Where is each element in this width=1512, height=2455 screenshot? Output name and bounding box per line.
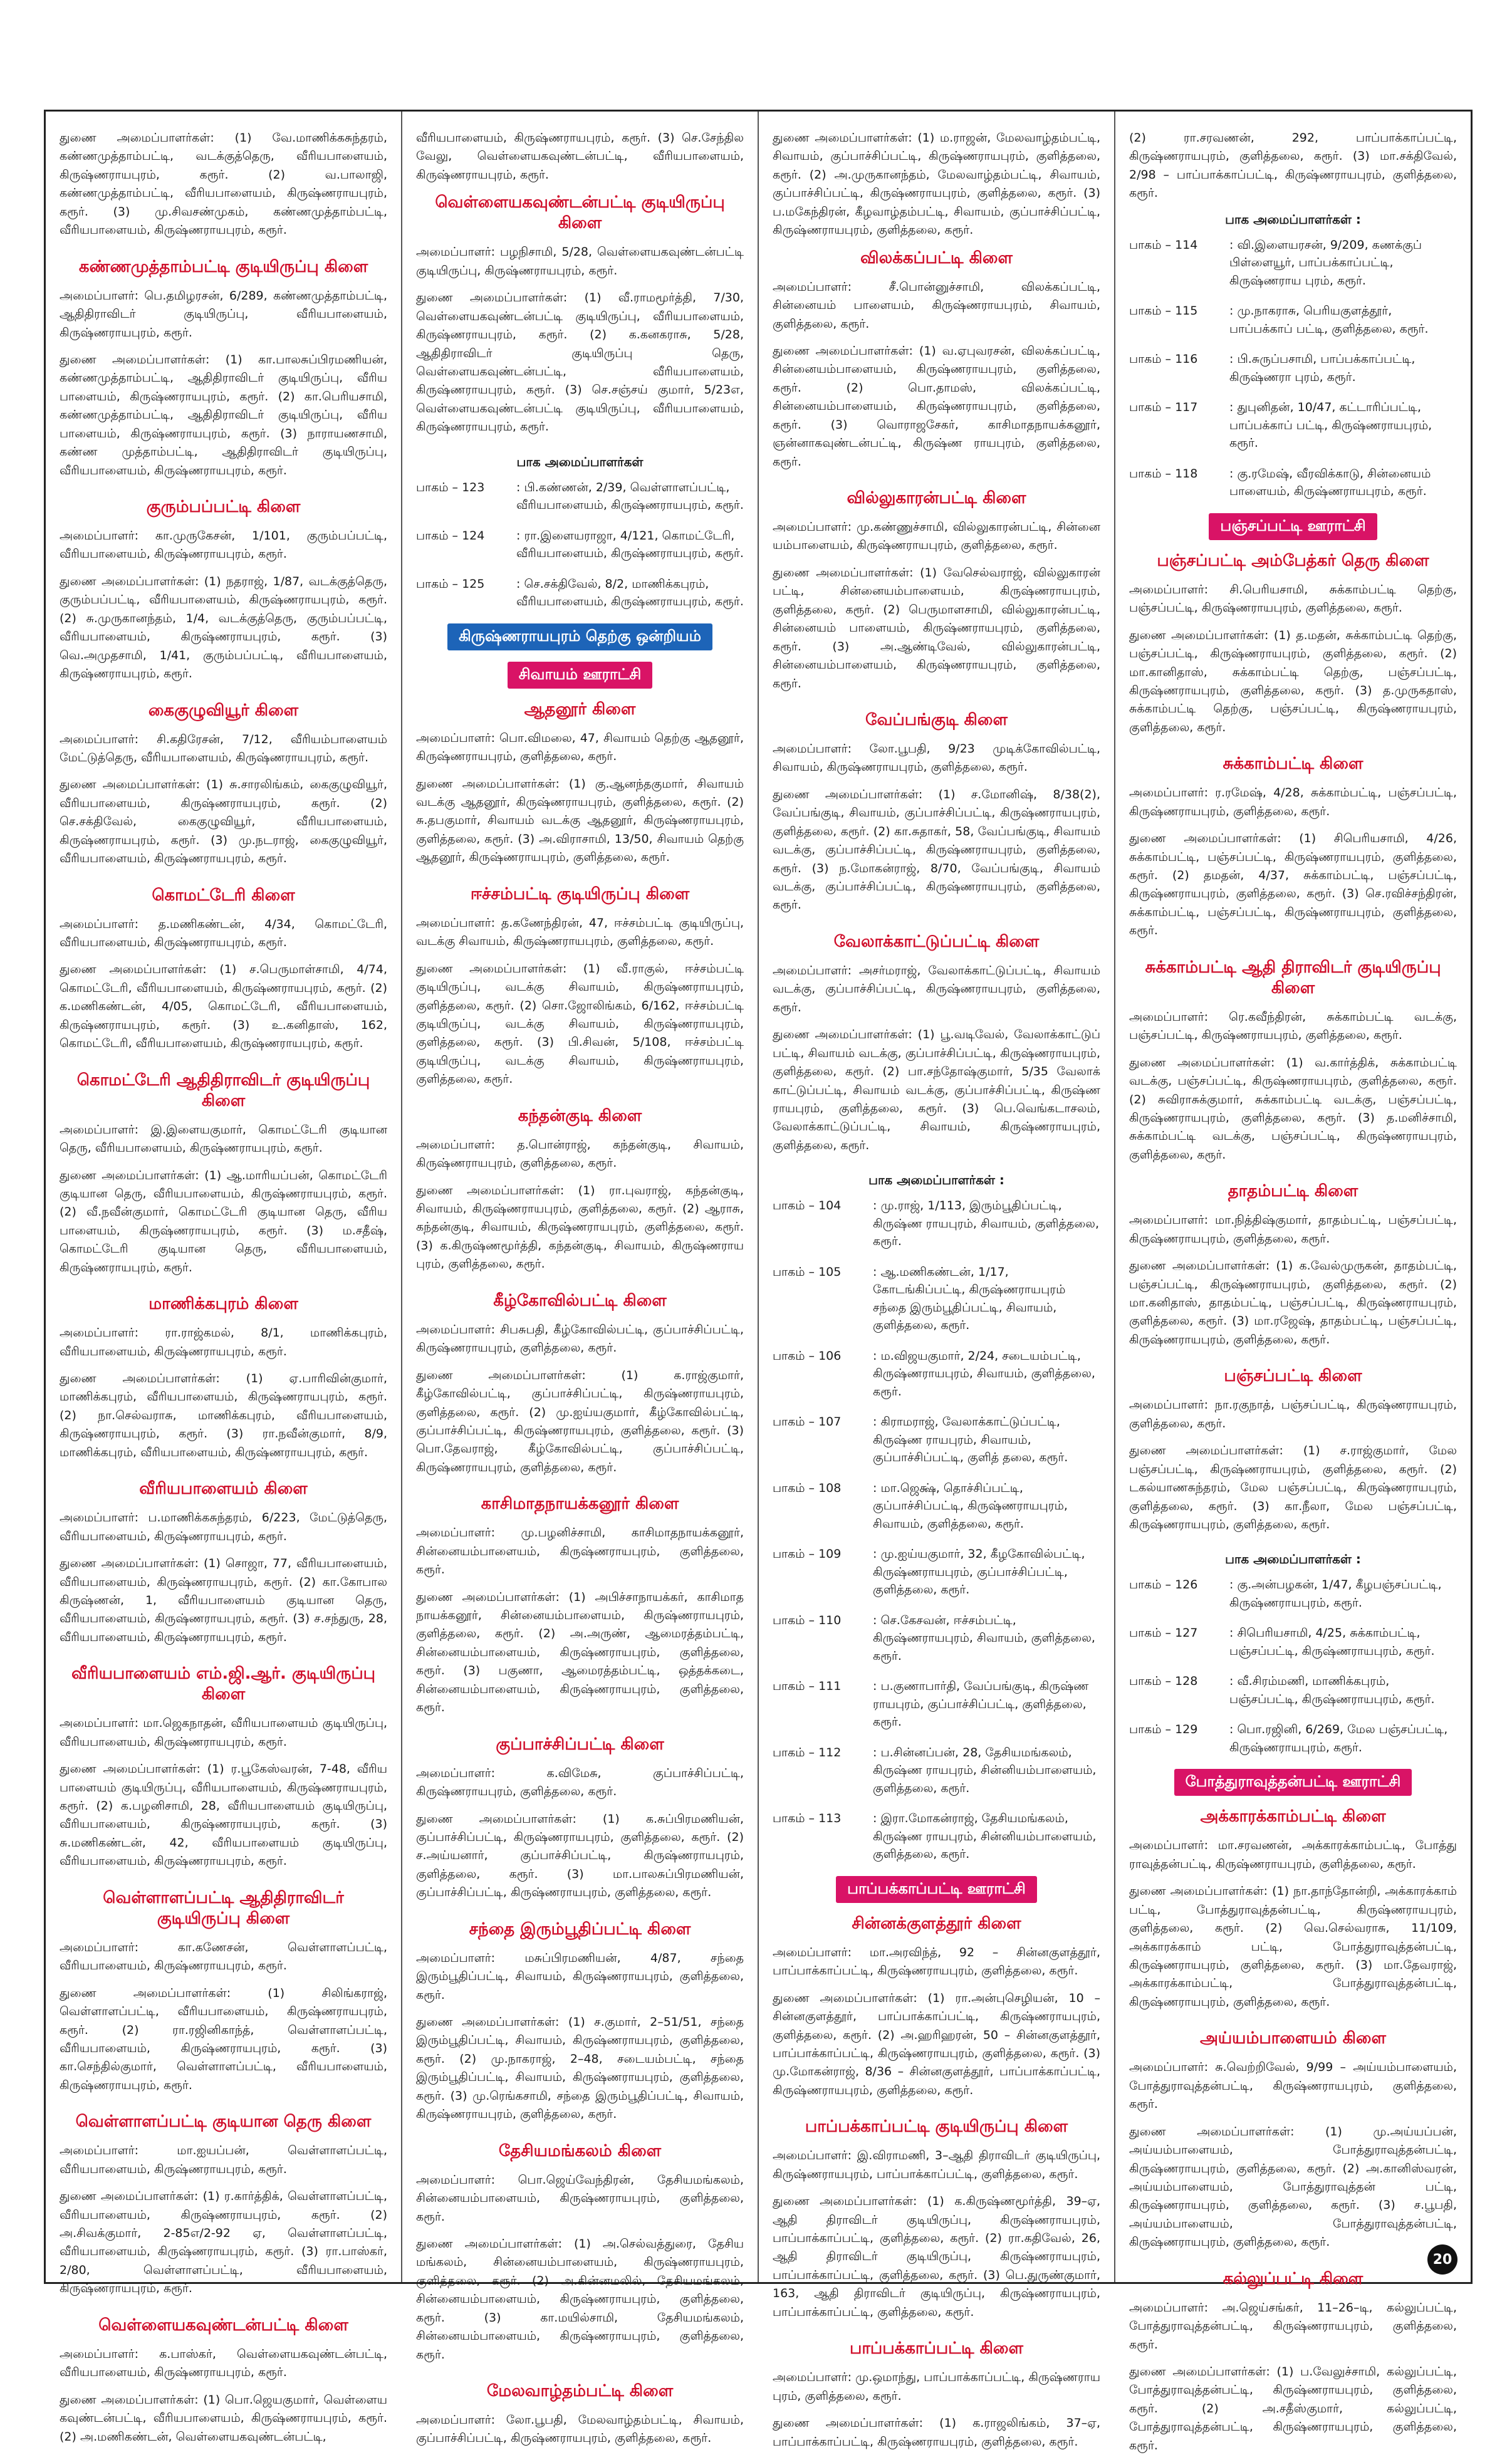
branch-section — [416, 193, 744, 436]
organizer-text: அமைப்பாளர்: லோ.பூபதி, 9/23 முடிக்கோவில்பட்டி, சிவாயம், கிருஷ்ணராயபுரம், குளித்தலை, கரூர். — [773, 741, 1100, 774]
deputy-organizers-text: துணை அமைப்பாளர்கள்: (1) பூ.வடிவேல், வேலாக்காட்டுப் பட்டி, சிவாயம் வடக்கு, குப்பாச்சிப்பட்டி, கிருஷ்ணராயபுரம், குளித்தலை, கரூர். (2) பா.சந்தோஷ்குமார், 5/35 வேலாக் காட்டுப்பட்டி, சிவாயம் வடக்கு, குப்பாச்சிப்பட்டி, கிருஷ்ண ராயபுரம், குளித்தலை, கரூர். (3) பெ.வெங்கடாசலம், வேலாக்காட்டுப்பட்டி, சிவாயம், கிருஷ்ணராயபுரம், குளித்தலை, கரூர். — [773, 1028, 1100, 1152]
ward-organizer-row — [1129, 1721, 1457, 1756]
deputy-organizers-text: துணை அமைப்பாளர்கள்: (1) க.ராஜ்குமார், கீழ்கோவில்பட்டி, குப்பாச்சிப்பட்டி, கிருஷ்ணராயபுரம், குளித்தலை, கரூர். (2) மு.ஐய்யகுமார், கீழ்கோவில்பட்டி, குப்பாச்சிப்பட்டி, கிருஷ்ணராயபுரம், குளித்தலை, கரூர். (3) பொ.தேவராஜ், கீழ்கோவில்பட்டி, குப்பாச்சிப்பட்டி, கிருஷ்ணராயபுரம், குளித்தலை, கரூர். — [416, 1368, 744, 1474]
branch-title: விலக்கப்பட்டி கிளை — [860, 248, 1013, 268]
ward-organizer-name: : மு.நாகராசு, பெரியகுளத்தூர், பாப்பக்காப் பட்டி, குளித்தலை, கரூர். — [1229, 304, 1429, 336]
branch-title: வில்லுகாரன்பட்டி கிளை — [847, 489, 1026, 508]
organizer-text: அமைப்பாளர்: சிபசுபதி, கீழ்கோவில்பட்டி, குப்பாச்சிப்பட்டி, கிருஷ்ணராயபுரம், குளித்தலை, கரூர். — [416, 1322, 744, 1355]
deputy-organizers-text: துணை அமைப்பாளர்கள்: (1) பொ.ஜெயகுமார், வெள்ளைய கவுண்டன்பட்டி, வீரியபாளையம், கிருஷ்ணராயபுரம், கரூர். (2) அ.மணிகண்டன், வெள்ளையகவுண்டன்பட்டி, — [60, 2392, 387, 2444]
ward-organizer-name: : துபுனிதன், 10/47, கட்டாரிப்பட்டி, பாப்பக்காப் பட்டி, கிருஷ்ணராயபுரம், கரூர். — [1229, 400, 1432, 451]
deputy-organizers-text: துணை அமைப்பாளர்கள்: (1) சு.சாரலிங்கம், கைகுழுவியூர், வீரியபாளையம், கிருஷ்ணராயபுரம், கரூர். (2) செ.சக்திவேல், கைகுழுவியூர், வீரியபாளையம், கிருஷ்ணராயபுரம், கரூர். (3) மு.நடராஜ், கைகுழுவியூர், வீரியபாளையம், கிருஷ்ணராயபுரம், கரூர். — [60, 778, 387, 866]
ward-number: பாகம் – 110 — [773, 1613, 842, 1627]
deputy-organizers-text: துணை அமைப்பாளர்கள்: (1) ஏ.பாரிவின்குமார், மாணிக்கபுரம், வீரியபாளையம், கிருஷ்ணராயபுரம், கரூர். (2) நா.செல்வராசு, மாணிக்கபுரம், வீரியபாளையம், கிருஷ்ணராயபுரம், கரூர். (3) ரா.நவீன்குமார், 8/9, மாணிக்கபுரம், வீரியபாளையம், கிருஷ்ணராயபுரம், கரூர். — [60, 1372, 387, 1459]
panchayat-badge: சிவாயம் ஊராட்சி — [508, 662, 653, 689]
ward-organizer-row — [1129, 1576, 1457, 1612]
branch-section — [60, 498, 387, 684]
ward-organizer-name: : பொ.ரஜினி, 6/269, மேல பஞ்சப்பட்டி, கிருஷ்ணராயபுரம், கரூர். — [1229, 1723, 1448, 1754]
deputy-organizers-text: துணை அமைப்பாளர்கள்: (1) வ.கார்த்திக், சுக்காம்பட்டி வடக்கு, பஞ்சப்பட்டி, கிருஷ்ணராயபுரம், குளித்தலை, கரூர். (2) சுவிராசுக்குமார், சுக்காம்பட்டி வடக்கு, பஞ்சப்பட்டி, கிருஷ்ணராயபுரம், குளித்தலை, கரூர். (3) த.மனிச்சாமி, சுக்காம்பட்டி வடக்கு, பஞ்சப்பட்டி, கிருஷ்ணராயபுரம், குளித்தலை, கரூர். — [1129, 1055, 1457, 1162]
ward-organizer-name: : செ.கேசவன், ஈச்சம்பட்டி, கிருஷ்ணராயபுரம், சிவாயம், குளித்தலை, கரூர். — [873, 1613, 1095, 1663]
branch-section — [1129, 1807, 1457, 2011]
branch-title: வேலாக்காட்டுப்பட்டி கிளை — [833, 932, 1040, 951]
organizer-text: அமைப்பாளர்: க.விமேசு, குப்பாச்சிப்பட்டி, கிருஷ்ணராயபுரம், குளித்தலை, கரூர். — [416, 1766, 744, 1799]
deputy-organizers-text: துணை அமைப்பாளர்கள்: (1) ச.மோனிஷ், 8/38(2), வேப்பங்குடி, சிவாயம், குப்பாச்சிப்பட்டி, கிருஷ்ணராயபுரம், குளித்தலை, கரூர். (2) கா.சுதாகர், 58, வேப்பங்குடி, சிவாயம் வடக்கு, குப்பாச்சிப்பட்டி, கிருஷ்ணராயபுரம், குளித்தலை, கரூர். (3) ந.மோகன்ராஜ், 8/70, வேப்பங்குடி, சிவாயம் வடக்கு, குப்பாச்சிப்பட்டி, கிருஷ்ணராயபுரம், குளித்தலை, கரூர். — [773, 787, 1100, 912]
ward-organizer-row — [773, 1545, 1100, 1599]
ward-organizer-name: : செ.சக்திவேல், 8/2, மாணிக்கபுரம், வீரியபாளையம், கிருஷ்ணராயபுரம், கரூர். — [516, 576, 744, 609]
branch-title: பஞ்சப்பட்டி கிளை — [1224, 1367, 1362, 1386]
branch-section — [60, 1295, 387, 1462]
ward-organizer-name: : ப.குணாபார்தி, வேப்பங்குடி, கிருஷ்ண ராயபுரம், குப்பாச்சிப்பட்டி, குளித்தலை, கரூர். — [873, 1679, 1089, 1729]
deputy-organizers-text: துணை அமைப்பாளர்கள்: (1) ச.பெருமாள்சாமி, 4/74, கொமட்டேரி, வீரியபாளையம், கிருஷ்ணராயபுரம், கரூர். (2) க.மணிகண்டன், 4/05, கொமட்டேரி, வீரியபாளையம், கிருஷ்ணராயபுரம், கரூர். (3) உ.கனிதாஸ், 162, கொமட்டேரி, வீரியபாளையம், கிருஷ்ணராயபுரம், கரூர். — [60, 962, 387, 1051]
branch-section — [416, 2382, 744, 2448]
ward-number: பாகம் – 118 — [1129, 466, 1198, 481]
branch-title: பாப்பக்காப்பட்டி கிளை — [850, 2339, 1023, 2359]
ward-organizer-name: : இரா.மோகன்ராஜ், தேசியமங்கலம், கிருஷ்ண ராயபுரம், சின்னியம்பாளையம், குளித்தலை, கரூர். — [873, 1811, 1097, 1862]
ward-organizers-heading: பாக அமைப்பாளர்கள் : — [868, 1172, 1004, 1188]
ward-organizer-name: : வீ.சிரம்மணி, மாணிக்கபுரம், பஞ்சப்பட்டி, கிருஷ்ணராயபுரம், கரூர். — [1229, 1674, 1435, 1706]
ward-organizer-name: : ம.விஜயகுமார், 2/24, சடையம்பட்டி, கிருஷ்ணராயபுரம், சிவாயம், குளித்தலை, கரூர். — [873, 1348, 1095, 1399]
section-banner — [416, 623, 744, 650]
branch-section — [416, 1107, 744, 1274]
organizer-text: அமைப்பாளர்: மசுப்பிரமணியன், 4/87, சந்தை இரும்பூதிப்பட்டி, சிவாயம், கிருஷ்ணராயபுரம், குளித்தலை, கரூர். — [416, 1951, 744, 2002]
section-banner — [1129, 1769, 1457, 1796]
organizer-text: அமைப்பாளர்: மா.ஐயப்பன், வெள்ளாளப்பட்டி, வீரியபாளையம், கிருஷ்ணராயபுரம், கரூர். — [60, 2144, 387, 2176]
branch-section — [416, 885, 744, 1089]
branch-section — [773, 932, 1100, 1155]
branch-title: கல்லுப்பட்டி கிளை — [1223, 2269, 1363, 2288]
deputy-organizers-text: துணை அமைப்பாளர்கள்: (1) ஆ.மாரியப்பன், கொமட்டேரி குடியான தெரு, வீரியபாளையம், கிருஷ்ணராயபுரம், கரூர். (2) வீ.நவீன்குமார், கொமட்டேரி குடியான தெரு, வீரிய பாளையம், கிருஷ்ணராயபுரம், கரூர். (3) ம.சதீஷ், கொமட்டேரி குடியான தெரு, வீரியபாளையம், கிருஷ்ணராயபுரம், கரூர். — [60, 1168, 387, 1274]
branch-title: வேப்பங்குடி கிளை — [865, 710, 1008, 729]
organizer-text: அமைப்பாளர்: நா.ரகுநாத், பஞ்சப்பட்டி, கிருஷ்ணராயபுரம், குளித்தலை, கரூர். — [1129, 1398, 1457, 1431]
branch-title: கந்தன்குடி கிளை — [518, 1106, 642, 1125]
branch-title: ஈச்சம்பட்டி குடியிருப்பு கிளை — [470, 884, 690, 904]
branch-section — [60, 886, 387, 1053]
branch-section — [60, 2112, 387, 2298]
ward-organizer-name: : கு.ரமேஷ், வீரவிக்காடு, சின்னையம் பாளையம், கிருஷ்ணராயபுரம், கரூர். — [1229, 466, 1431, 499]
branch-section — [1129, 2270, 1457, 2455]
branch-section — [416, 700, 744, 867]
deputy-organizers-text: துணை அமைப்பாளர்கள்: (1) வே.மாணிக்கசுந்தரம், கண்ணமுத்தாம்பட்டி, வடக்குத்தெரு, வீரியபாளையம், கிருஷ்ணராயபுரம், கரூர். (2) வ.பாலாஜி, கண்ணமுத்தாம்பட்டி, வீரியபாளையம், கிருஷ்ணராயபுரம், கரூர். (3) மு.சிவசண்முகம், கண்ணமுத்தாம்பட்டி, வீரியபாளையம், கிருஷ்ணராயபுரம், கரூர். — [60, 131, 387, 237]
ward-organizer-name: : மா.ஜெக்ஷ், தொச்சிப்பட்டி, குப்பாச்சிப்பட்டி, கிருஷ்ணராயபுரம், சிவாயம், குளித்தலை, கரூர். — [873, 1481, 1068, 1531]
branch-section — [773, 1914, 1100, 2100]
branch-section — [773, 249, 1100, 471]
ward-number: பாகம் – 114 — [1129, 237, 1198, 252]
deputy-organizers-text: துணை அமைப்பாளர்கள்: (1) ச.ராஜ்குமார், மேல பஞ்சப்பட்டி, கிருஷ்ணராயபுரம், குளித்தலை, கரூர். (2) டகல்யாணசுந்தரம், மேல பஞ்சப்பட்டி, கிருஷ்ணராயபுரம், குளித்தலை, கரூர். (3) கா.நீலா, மேல பஞ்சப்பட்டி, கிருஷ்ணராயபுரம், குளித்தலை, கரூர். — [1129, 1444, 1457, 1531]
organizer-text: அமைப்பாளர்: ர.ரமேஷ், 4/28, சுக்காம்பட்டி, பஞ்சப்பட்டி, கிருஷ்ணராயபுரம், குளித்தலை, கரூர். — [1129, 786, 1457, 818]
deputy-organizers-text: துணை அமைப்பாளர்கள்: (1) க.வேல்முருகன், தாதம்பட்டி, பஞ்சப்பட்டி, கிருஷ்ணராயபுரம், குளித்தலை, கரூர். (2) மா.கனிதாஸ், தாதம்பட்டி, பஞ்சப்பட்டி, கிருஷ்ணராயபுரம், குளித்தலை, கரூர். (3) மா.ரஜேஷ், தாதம்பட்டி, பஞ்சப்பட்டி, கிருஷ்ணராயபுரம், குளித்தலை, கரூர். — [1129, 1259, 1457, 1347]
panchayat-badge: கிருஷ்ணராயபுரம் தெற்கு ஒன்றியம் — [447, 623, 712, 650]
organizer-text: அமைப்பாளர்: ரா.ராஜ்கமல், 8/1, மாணிக்கபுரம், வீரியபாளையம், கிருஷ்ணராயபுரம், கரூர். — [60, 1326, 387, 1358]
branch-title: காசிமாதநாயக்கனூர் கிளை — [481, 1494, 679, 1514]
branch-title: வீரியபாளையம் எம்.ஜி.ஆர். குடியிருப்பு கிளை — [71, 1664, 376, 1704]
branch-section — [416, 1291, 744, 1478]
organizer-text: அமைப்பாளர்: மா.அரவிந்த், 92 – சின்னகுளத்தூர், பாப்பாக்காப்பட்டி, கிருஷ்ணராயபுரம், குளித்தலை, கரூர். — [773, 1945, 1100, 1978]
branch-title: சுக்காம்பட்டி கிளை — [1223, 754, 1363, 774]
branch-section — [60, 701, 387, 868]
section-banner — [773, 1876, 1100, 1903]
deputy-organizers-text: துணை அமைப்பாளர்கள்: (1) ர.பூகேஸ்வரன், 7-48, வீரிய பாளையம் குடியிருப்பு, வீரியபாளையம், கிருஷ்ணராயபுரம், கரூர். (2) க.பழனிசாமி, 28, வீரியபாளையம் குடியிருப்பு, வீரியபாளையம், கிருஷ்ணராயபுரம், கரூர். (3) சு.மணிகண்டன், 42, வீரியபாளையம் குடியிருப்பு, வீரியபாளையம், கிருஷ்ணராயபுரம், கரூர். — [60, 1762, 387, 1869]
ward-organizer-name: : மு.ராஜ், 1/113, இரும்பூதிப்பட்டி, கிருஷ்ண ராயபுரம், சிவாயம், குளித்தலை, கரூர். — [873, 1199, 1099, 1249]
branch-section — [416, 2142, 744, 2364]
branch-section — [1129, 1182, 1457, 1349]
organizer-text: அமைப்பாளர்: சி.பெரியசாமி, சுக்காம்பட்டி தெற்கு, பஞ்சப்பட்டி, கிருஷ்ணராயபுரம், குளித்தலை, கரூர். — [1129, 582, 1457, 615]
deputy-organizers-text: துணை அமைப்பாளர்கள்: (1) மு.அய்யப்பன், அய்யம்பாளையம், போத்துராவுத்தன்பட்டி, கிருஷ்ணராயபுரம், குளித்தலை, கரூர். (2) அ.கானிஸ்வரன், அய்யம்பாளையம், போத்துராவுத்தன் பட்டி, கிருஷ்ணராயபுரம், குளித்தலை, கரூர். (3) ச.பூபதி, அய்யம்பாளையம், போத்துராவுத்தன்பட்டி, கிருஷ்ணராயபுரம், குளித்தலை, கரூர். — [1129, 2124, 1457, 2249]
branch-section — [60, 1664, 387, 1871]
organizer-text: அமைப்பாளர்: சி.கதிரேசன், 7/12, வீரியம்பாளையம் மேட்டுத்தெரு, வீரியபாளையம், கிருஷ்ணராயபுரம், கரூர். — [60, 732, 387, 764]
organizer-text: அமைப்பாளர்: மா.சரவணன், அக்காரக்காம்பட்டி, போத்து ராவுத்தன்பட்டி, கிருஷ்ணராயபுரம், குளித்தலை, கரூர். — [1129, 1838, 1457, 1871]
ward-organizer-row — [773, 1677, 1100, 1731]
organizer-text: அமைப்பாளர்: அ.ஜெய்சங்கர், 11–26–டி, கல்லுப்பட்டி, போத்துராவுத்தன்பட்டி, கிருஷ்ணராயபுரம், குளித்தலை, கரூர். — [1129, 2300, 1457, 2352]
panchayat-badge: பாப்பக்காப்பட்டி ஊராட்சி — [836, 1876, 1037, 1903]
ward-organizer-row — [773, 1413, 1100, 1467]
branch-title: மாணிக்கபுரம் கிளை — [149, 1295, 298, 1314]
ward-organizer-name: : பி.கண்ணன், 2/39, வெள்ளாளப்பட்டி, வீரியபாளையம், கிருஷ்ணராயபுரம், கரூர். — [516, 480, 744, 513]
ward-number: பாகம் – 105 — [773, 1264, 842, 1279]
branch-title: வெள்ளையகவுண்டன்பட்டி கிளை — [98, 2315, 348, 2335]
ward-number: பாகம் – 124 — [416, 528, 485, 543]
ward-number: பாகம் – 128 — [1129, 1674, 1198, 1689]
deputy-organizers-text: துணை அமைப்பாளர்கள்: (1) சிலிங்கராஜ், வெள்ளாளப்பட்டி, வீரியபாளையம், கிருஷ்ணராயபுரம், கரூர். (2) ரா.ரஜினிகாந்த், வெள்ளாளப்பட்டி, வீரியபாளையம், கிருஷ்ணராயபுரம், கரூர். (3) கா.செந்தில்குமார், வெள்ளாளப்பட்டி, வீரியபாளையம், கிருஷ்ணராயபுரம், கரூர். — [60, 1986, 387, 2092]
organizer-text: அமைப்பாளர்: இ.விராமணி, 3–ஆதி திராவிடர் குடியிருப்பு, கிருஷ்ணராயபுரம், பாப்பாக்காப்பட்டி, குளித்தலை, கரூர். — [773, 2149, 1100, 2181]
ward-organizer-name: : கிராமராஜ், வேலாக்காட்டுப்பட்டி, கிருஷ்ண ராயபுரம், சிவாயம், குப்பாச்சிப்பட்டி, குளித் தலை, கரூர். — [873, 1415, 1068, 1465]
organizer-text: அமைப்பாளர்: கா.முருகேசன், 1/101, குரும்பப்பட்டி, வீரியபாளையம், கிருஷ்ணராயபுரம், கரூர். — [60, 529, 387, 561]
branch-section — [60, 258, 387, 480]
ward-number: பாகம் – 123 — [416, 480, 485, 494]
ward-organizer-row — [773, 1612, 1100, 1665]
organizer-text: அமைப்பாளர்: த.கணேந்திரன், 47, ஈச்சம்பட்டி குடியிருப்பு, வடக்கு சிவாயம், கிருஷ்ணராயபுரம், குளித்தலை, கரூர். — [416, 915, 744, 949]
ward-organizer-row — [773, 1810, 1100, 1863]
organizer-text: அமைப்பாளர்: சு.வெற்றிவேல், 9/99 – அய்யம்பாளையம், போத்துராவுத்தன்பட்டி, கிருஷ்ணராயபுரம், குளித்தலை, கரூர். — [1129, 2060, 1457, 2112]
ward-organizer-row — [1129, 302, 1457, 338]
ward-organizers-heading: பாக அமைப்பாளர்கள் : — [1225, 1551, 1361, 1567]
branch-section — [60, 1071, 387, 1278]
branch-title: தேசியமங்கலம் கிளை — [498, 2141, 662, 2161]
organizer-text: அமைப்பாளர்: பெ.தமிழரசன், 6/289, கண்ணமுத்தாம்பட்டி, ஆதிதிராவிடர் குடியிருப்பு, வீரியபாளையம், கிருஷ்ணராயபுரம், கரூர். — [60, 288, 387, 340]
branch-title: வீரியபாளையம் கிளை — [139, 1479, 308, 1499]
deputy-organizers-text: துணை அமைப்பாளர்கள்: (1) வீ.ராமமூர்த்தி, 7/30, வெள்ளையகவுண்டன்பட்டி குடியிருப்பு, வீரியபாளையம், கிருஷ்ணராயபுரம், கரூர். (2) க.கனகராசு, 5/28, ஆதிதிராவிடர் குடியிருப்பு தெரு, வெள்ளையகவுண்டன்பட்டி, வீரியபாளையம், கிருஷ்ணராயபுரம், கரூர். (3) செ.சஞ்சய் குமார், 5/23எ, வெள்ளையகவுண்டன்பட்டி குடியிருப்பு, வீரியபாளையம், கிருஷ்ணராயபுரம், கரூர். — [416, 291, 744, 434]
organizer-text: அமைப்பாளர்: த.பொன்ராஜ், கந்தன்குடி, சிவாயம், கிருஷ்ணராயபுரம், குளித்தலை, கரூர். — [416, 1137, 744, 1170]
deputy-organizers-text: துணை அமைப்பாளர்கள்: (1) ரா.புவராஜ், கந்தன்குடி, சிவாயம், கிருஷ்ணராயபுரம், குளித்தலை, கரூர். (2) ஆராசு, கந்தன்குடி, சிவாயம், கிருஷ்ணராயபுரம், குளித்தலை, கரூர். (3) க.கிருஷ்ணமூர்த்தி, கந்தன்குடி, சிவாயம், கிருஷ்ணராய புரம், குளித்தலை, கரூர். — [416, 1183, 744, 1271]
organizer-text: அமைப்பாளர்: பழநிசாமி, 5/28, வெள்ளையகவுண்டன்பட்டி குடியிருப்பு, கிருஷ்ணராயபுரம், கரூர். — [416, 245, 744, 278]
ward-number: பாகம் – 113 — [773, 1811, 842, 1826]
ward-number: பாகம் – 106 — [773, 1348, 842, 1363]
deputy-organizers-text: துணை அமைப்பாளர்கள்: (1) நதராஜ், 1/87, வடக்குத்தெரு, குரும்பப்பட்டி, வீரியபாளையம், கிருஷ்ணராயபுரம், கரூர். (2) சு.முருகானந்தம், 1/4, வடக்குத்தெரு, குரும்பப்பட்டி, வீரியபாளையம், கிருஷ்ணராயபுரம், கரூர். (3) வெ.அமுதசாமி, 1/41, குரும்பப்பட்டி, வீரியபாளையம், கிருஷ்ணராயபுரம், கரூர். — [60, 574, 387, 681]
organizer-text: அமைப்பாளர்: மு.கண்ணுச்சாமி, வில்லுகாரன்பட்டி, சின்னை யம்பாளையம், கிருஷ்ணராயபுரம், குளித்தலை, கரூர். — [773, 520, 1100, 553]
deputy-organizers-text: துணை அமைப்பாளர்கள்: (1) சொஜா, 77, வீரியபாளையம், வீரியபாளையம், கிருஷ்ணராயபுரம், கரூர். (2) கா.கோபால கிருஷ்ணன், 1, வீரியபாளையம் குடியான தெரு, வீரியபாளையம், கிருஷ்ணராயபுரம், கரூர். (3) ச.சந்துரு, 28, வீரியபாளையம், கிருஷ்ணராயபுரம், கரூர். — [60, 1556, 387, 1644]
organizer-text: அமைப்பாளர்: க.பாஸ்கர், வெள்ளையகவுண்டன்பட்டி, வீரியபாளையம், கிருஷ்ணராயபுரம், கரூர். — [60, 2347, 387, 2380]
ward-number: பாகம் – 116 — [1129, 352, 1198, 367]
deputy-organizers-text: துணை அமைப்பாளர்கள்: (1) வீ.ராகுல், ஈச்சம்பட்டி குடியிருப்பு, வடக்கு சிவாயம், கிருஷ்ணராயபுரம், குளித்தலை, கரூர். (2) சொ.ஜோலிங்கம், 6/162, ஈச்சம்பட்டி குடியிருப்பு, வடக்கு சிவாயம், கிருஷ்ணராயபுரம், குளித்தலை, கரூர். (3) பி.சிவன், 5/108, ஈச்சம்பட்டி குடியிருப்பு, வடக்கு சிவாயம், கிருஷ்ணராயபுரம், குளித்தலை, கரூர். — [416, 961, 744, 1087]
organizer-text: அமைப்பாளர்: பொ.விமலை, 47, சிவாயம் தெற்கு ஆதனூர், கிருஷ்ணராயபுரம், குளித்தலை, கரூர். — [416, 731, 744, 764]
organizer-text: அமைப்பாளர்: அசர்மராஜ், வேலாக்காட்டுப்பட்டி, சிவாயம் வடக்கு, குப்பாச்சிப்பட்டி, கிருஷ்ணராயபுரம், குளித்தலை, கரூர். — [773, 963, 1100, 1014]
ward-number: பாகம் – 125 — [416, 576, 485, 591]
organizer-text: அமைப்பாளர்: மா.நித்திஷ்குமார், தாதம்பட்டி, பஞ்சப்பட்டி, கிருஷ்ணராயபுரம், குளித்தலை, கரூர். — [1129, 1213, 1457, 1246]
ward-organizer-row — [1129, 1672, 1457, 1708]
deputy-organizers-text: துணை அமைப்பாளர்கள்: (1) கு.ஆனந்தகுமார், சிவாயம் வடக்கு ஆதனூர், கிருஷ்ணராயபுரம், குளித்தலை, கரூர். (2) சு.தபகுமார், சிவாயம் வடக்கு ஆதனூர், கிருஷ்ணராயபுரம், குளித்தலை, கரூர். (3) அ.விராசாமி, 13/50, சிவாயம் தெற்கு ஆதனூர், கிருஷ்ணராயபுரம், குளித்தலை, கரூர். — [416, 776, 744, 865]
ward-number: பாகம் – 104 — [773, 1199, 842, 1213]
organizer-text: அமைப்பாளர்: பொ.ஜெய்வேந்திரன், தேசியமங்கலம், சின்னையம்பாளையம், கிருஷ்ணராயபுரம், குளித்தலை, கரூர். — [416, 2172, 744, 2224]
branch-title: சந்தை இரும்பூதிப்பட்டி கிளை — [469, 1919, 691, 1939]
organizer-text: அமைப்பாளர்: லோ.பூபதி, மேலவாழ்தம்பட்டி, சிவாயம், குப்பாச்சிப்பட்டி, கிருஷ்ணராயபுரம், குளித்தலை, கரூர். — [416, 2413, 744, 2446]
branch-section — [416, 1494, 744, 1717]
section-banner — [416, 662, 744, 689]
column-1 — [46, 112, 401, 2444]
newspaper-page — [44, 110, 1473, 2452]
column-2 — [401, 112, 758, 2446]
organizer-text: அமைப்பாளர்: மு.ஒமாந்து, பாப்பாக்காப்பட்டி, கிருஷ்ணராய புரம், குளித்தலை, கரூர். — [773, 2370, 1100, 2403]
branch-section — [1129, 2029, 1457, 2251]
ward-organizer-row — [1129, 1624, 1457, 1660]
ward-organizer-row — [1129, 399, 1457, 452]
ward-organizers-heading: பாக அமைப்பாளர்கள் — [516, 454, 644, 469]
branch-section — [60, 1889, 387, 2095]
panchayat-badge: பஞ்சப்பட்டி ஊராட்சி — [1209, 513, 1377, 540]
ward-organizer-row — [1129, 236, 1457, 290]
ward-organizer-row — [773, 1479, 1100, 1533]
ward-number: பாகம் – 111 — [773, 1679, 842, 1694]
ward-organizer-name: : ப.சின்னப்பன், 28, தேசியமங்கலம், கிருஷ்ண ராயபுரம், சின்னியம்பாளையம், குளித்தலை, கரூர். — [873, 1745, 1097, 1795]
branch-title: கைகுழுவியூர் கிளை — [148, 701, 299, 720]
branch-title: சுக்காம்பட்டி ஆதி திராவிடர் குடியிருப்பு கிளை — [1145, 957, 1441, 998]
branch-title: அக்காரக்காம்பட்டி கிளை — [1200, 1807, 1386, 1827]
branch-section — [773, 489, 1100, 693]
deputy-organizers-text: துணை அமைப்பாளர்கள்: (1) க.கிருஷ்ணமூர்த்தி, 39–ஏ, ஆதி திராவிடர் குடியிருப்பு, கிருஷ்ணராயபுரம், பாப்பாக்காப்பட்டி, குளித்தலை, கரூர். (2) ரா.கதிவேல், 26, ஆதி திராவிடர் குடியிருப்பு, கிருஷ்ணராயபுரம், பாப்பாக்காப்பட்டி, குளித்தலை, கரூர். (3) பெ.துருண்குமார், 163, ஆதி திராவிடர் குடியிருப்பு, கிருஷ்ணராயபுரம், பாப்பாக்காப்பட்டி, குளித்தலை, கரூர். — [773, 2194, 1100, 2319]
organizer-text: அமைப்பாளர்: த.மணிகண்டன், 4/34, கொமட்டேரி, வீரியபாளையம், கிருஷ்ணராயபுரம், கரூர். — [60, 917, 387, 949]
deputy-organizers-text: துணை அமைப்பாளர்கள்: (1) ர.கார்த்திக், வெள்ளாளப்பட்டி, வீரியபாளையம், கிருஷ்ணராயபுரம், கரூர். (2) அ.சிவக்குமார், 2-85எ/2-92 ஏ, வெள்ளாளப்பட்டி, வீரியபாளையம், கிருஷ்ணராயபுரம், கரூர். (3) ரா.பாஸ்கர், 2/80, வெள்ளாளப்பட்டி, வீரியபாளையம், கிருஷ்ணராயபுரம், கரூர். — [60, 2189, 387, 2296]
ward-organizer-row — [416, 479, 744, 514]
ward-organizer-name: : பி.சுருப்பசாமி, பாப்பக்காப்பட்டி, கிருஷ்ணரா புரம், கரூர். — [1229, 352, 1416, 384]
ward-number: பாகம் – 112 — [773, 1745, 842, 1759]
deputy-organizers-text: துணை அமைப்பாளர்கள்: (1) க.ராஜலிங்கம், 37–ஏ, பாப்பாக்காப்பட்டி, கிருஷ்ணராயபுரம், குளித்தலை, கரூர். — [773, 2416, 1100, 2449]
continued-text: (2) ரா.சரவணன், 292, பாப்பாக்காப்பட்டி, கிருஷ்ணராயபுரம், குளித்தலை, கரூர். (3) மா.சக்திவேல், 2/98 – பாப்பாக்காப்பட்டி, கிருஷ்ணராயபுரம், குளித்தலை, கரூர். — [1129, 131, 1457, 201]
branch-section — [60, 2316, 387, 2446]
branch-section — [60, 1479, 387, 1647]
deputy-organizers-text: துணை அமைப்பாளர்கள்: (1) வ.ஏபுவரசன், விலக்கப்பட்டி, சின்னையம்பாளையம், கிருஷ்ணராயபுரம், குளித்தலை, கரூர். (2) பொ.தாமஸ், விலக்கப்பட்டி, சின்னையம்பாளையம், கிருஷ்ணராயபுரம், குளித்தலை, கரூர். (3) வொராஜசேகர், காசிமாதநாயக்கனூர், ஞன்னாகவுண்டன்பட்டி, கிருஷ்ண ராயபுரம், குளித்தலை, கரூர். — [773, 343, 1100, 469]
branch-section — [60, 129, 387, 240]
organizer-text: அமைப்பாளர்: ப.மாணிக்கசுந்தரம், 6/223, மேட்டுத்தெரு, வீரியபாளையம், கிருஷ்ணராயபுரம், கரூர். — [60, 1511, 387, 1543]
ward-organizer-name: : ஆ.மணிகண்டன், 1/17, கோடங்கிப்பட்டி, கிருஷ்ணராயபுரம் சந்தை இரும்பூதிப்பட்டி, சிவாயம், குளித்தலை, கரூர். — [873, 1264, 1066, 1333]
organizer-text: அமைப்பாளர்: இ.இளையகுமார், கொமட்டேரி குடியான தெரு, வீரியபாளையம், கிருஷ்ணராயபுரம், கரூர். — [60, 1122, 387, 1155]
ward-number: பாகம் – 129 — [1129, 1723, 1198, 1737]
deputy-organizers-text: துணை அமைப்பாளர்கள்: (1) ப.வேலுச்சாமி, கல்லுப்பட்டி, போத்துராவுத்தன்பட்டி, கிருஷ்ணராயபுரம், குளித்தலை, கரூர். (2) அ.சதீஸ்குமார், கல்லுப்பட்டி, போத்துராவுத்தன்பட்டி, கிருஷ்ணராயபுரம், குளித்தலை, கரூர். — [1129, 2365, 1457, 2452]
ward-organizer-name: : மு.ஐய்யகுமார், 32, கீழகோவில்பட்டி, கிருஷ்ணராயபுரம், குப்பாச்சிப்பட்டி, குளித்தலை, கரூர். — [873, 1547, 1085, 1597]
ward-organizer-name: : ரா.இளையராஜா, 4/121, கொமட்டேரி, வீரியபாளையம், கிருஷ்ணராயபுரம், கரூர். — [516, 528, 744, 561]
deputy-organizers-text: துணை அமைப்பாளர்கள்: (1) அ.செல்வத்துரை, தேசிய மங்கலம், சின்னையம்பாளையம், கிருஷ்ணராயபுரம், குளித்தலை, கரூர். (2) அ.கின்னமலில், தேசியமங்கலம், சின்னையம்பாளையம், கிருஷ்ணராயபுரம், குளித்தலை, கரூர். (3) கா.மயில்சாமி, தேசியமங்கலம், சின்னையம்பாளையம், கிருஷ்ணராயபுரம், குளித்தலை, கரூர். — [416, 2236, 744, 2362]
organizer-text: அமைப்பாளர்: கா.கணேசன், வெள்ளாளப்பட்டி, வீரியபாளையம், கிருஷ்ணராயபுரம், கரூர். — [60, 1940, 387, 1973]
branch-title: கண்ணமுத்தாம்பட்டி குடியிருப்பு கிளை — [78, 257, 368, 276]
ward-organizer-name: : வி.இளையரசன், 9/209, கணக்குப் பிள்ளையூர், பாப்பக்காப்பட்டி, கிருஷ்ணராய புரம், கரூர். — [1229, 237, 1422, 288]
organizer-text: அமைப்பாளர்: மா.ஜெகநாதன், வீரியபாளையம் குடியிருப்பு, வீரியபாளையம், கிருஷ்ணராயபுரம், கரூர். — [60, 1716, 387, 1749]
continued-text: வீரியபாளையம், கிருஷ்ணராயபுரம், கரூர். (3) செ.சேந்தில வேலு, வெள்ளையகவுண்டன்பட்டி, வீரியபாளையம், கிருஷ்ணராயபுரம், கரூர். — [416, 131, 744, 182]
ward-number: பாகம் – 127 — [1129, 1626, 1198, 1640]
organizer-text: அமைப்பாளர்: ரெ.கவீந்திரன், சுக்காம்பட்டி வடக்கு, பஞ்சப்பட்டி, கிருஷ்ணராயபுரம், குளித்தலை, கரூர். — [1129, 1009, 1457, 1043]
ward-organizer-row — [773, 1263, 1100, 1335]
branch-section — [773, 2117, 1100, 2322]
continued-text: துணை அமைப்பாளர்கள்: (1) ம.ராஜன், மேலவாழ்தம்பட்டி, சிவாயம், குப்பாச்சிப்பட்டி, கிருஷ்ணராயபுரம், குளித்தலை, கரூர். (2) அ.முருகானந்தம், மேலவாழ்தம்பட்டி, சிவாயம், குப்பாச்சிப்பட்டி, கிருஷ்ணராயபுரம், குளித்தலை, கரூர். (3) ப.மகேந்திரன், கீழவாழ்தம்பட்டி, சிவாயம், குப்பாச்சிப்பட்டி, கிருஷ்ணராயபுரம், குளித்தலை, கரூர். — [773, 131, 1100, 237]
ward-organizer-row — [773, 1744, 1100, 1798]
branch-title: பாப்பக்காப்பட்டி குடியிருப்பு கிளை — [805, 2117, 1068, 2137]
ward-organizer-row — [773, 1197, 1100, 1251]
branch-title: மேலவாழ்தம்பட்டி கிளை — [486, 2382, 674, 2400]
organizer-text: அமைப்பாளர்: சீ.பொன்னுச்சாமி, விலக்கப்பட்டி, சின்னையம் பாளையம், கிருஷ்ணராயபுரம், சிவாயம், குளித்தலை, கரூர். — [773, 279, 1100, 331]
deputy-organizers-text: துணை அமைப்பாளர்கள்: (1) நா.தாந்தோன்றி, அக்காரக்காம் பட்டி, போத்துராவுத்தன்பட்டி, கிருஷ்ணராயபுரம், குளித்தலை, கரூர். (2) வெ.செல்வராசு, 11/109, அக்காரக்காம் பட்டி, போத்துராவுத்தன்பட்டி, கிருஷ்ணராயபுரம், குளித்தலை, கரூர். (3) மா.தேவராஜ், அக்காரக்காம்பட்டி, போத்துராவுத்தன்பட்டி, கிருஷ்ணராயபுரம், குளித்தலை, கரூர். — [1129, 1884, 1457, 2009]
branch-section — [1129, 551, 1457, 738]
deputy-organizers-text: துணை அமைப்பாளர்கள்: (1) வேசெல்வராஜ், வில்லுகாரன் பட்டி, சின்னையம்பாளையம், கிருஷ்ணராயபுரம், குளித்தலை, கரூர். (2) பெருமாளசாமி, வில்லுகாரன்பட்டி, சின்னையம் பாளையம், கிருஷ்ணராயபுரம், குளித்தலை, கரூர். (3) அ.ஆண்டிவேல், வில்லுகாரன்பட்டி, சின்னையம்பாளையம், கிருஷ்ணராயபுரம், குளித்தலை, கரூர். — [773, 565, 1100, 691]
branch-section — [1129, 754, 1457, 941]
ward-organizer-row — [773, 1347, 1100, 1401]
branch-title: குப்பாச்சிப்பட்டி கிளை — [496, 1734, 664, 1754]
branch-section — [416, 1920, 744, 2124]
branch-title: அய்யம்பாளையம் கிளை — [1199, 2029, 1387, 2048]
deputy-organizers-text: துணை அமைப்பாளர்கள்: (1) ச.குமார், 2–51/51, சந்தை இரும்பூதிப்பட்டி, சிவாயம், கிருஷ்ணராயபுரம், குளித்தலை, கரூர். (2) மு.நாகராஜ், 2–48, சடையம்பட்டி, சந்தை இரும்பூதிப்பட்டி, சிவாயம், கிருஷ்ணராயபுரம், குளித்தலை, கரூர். (3) மு.ரெங்கசாமி, சந்தை இரும்பூதிப்பட்டி, சிவாயம், கிருஷ்ணராயபுரம், குளித்தலை, கரூர். — [416, 2015, 744, 2122]
organizer-text: அமைப்பாளர்: மு.பழனிச்சாமி, காசிமாதநாயக்கனூர், சின்னையம்பாளையம், கிருஷ்ணராயபுரம், குளித்தலை, கரூர். — [416, 1526, 744, 1577]
ward-number: பாகம் – 115 — [1129, 304, 1198, 318]
ward-organizer-row — [1129, 350, 1457, 386]
deputy-organizers-text: துணை அமைப்பாளர்கள்: (1) ரா.அன்புசெழியன், 10 – சின்னகுளத்தூர், பாப்பாக்காப்பட்டி, கிருஷ்ணராயபுரம், குளித்தலை, கரூர். (2) அ.ஹரிஹரன், 50 – சின்னகுளத்தூர், பாப்பாக்காப்பட்டி, கிருஷ்ணராயபுரம், குளித்தலை, கரூர். (3) மு.மோகன்ராஜ், 8/36 – சின்னகுளத்தூர், பாப்பாக்காப்பட்டி, கிருஷ்ணராயபுரம், குளித்தலை, கரூர். — [773, 1991, 1100, 2097]
branch-title: குரும்பப்பட்டி கிளை — [146, 498, 301, 516]
column-3 — [758, 112, 1114, 2449]
ward-number: பாகம் – 126 — [1129, 1578, 1198, 1592]
branch-section — [1129, 1367, 1457, 1534]
ward-organizer-row — [416, 575, 744, 611]
branch-title: தாதம்பட்டி கிளை — [1228, 1182, 1358, 1201]
branch-section — [773, 711, 1100, 915]
branch-title: வெள்ளாளப்பட்டி குடியான தெரு கிளை — [75, 2112, 372, 2132]
panchayat-badge: போத்துராவுத்தன்பட்டி ஊராட்சி — [1174, 1769, 1412, 1796]
ward-organizer-name: : கு.அன்பழகன், 1/47, கீழபஞ்சப்பட்டி, கிருஷ்ணராயபுரம், கரூர். — [1229, 1578, 1442, 1610]
branch-title: கீழ்கோவில்பட்டி கிளை — [493, 1291, 667, 1310]
ward-organizers-heading: பாக அமைப்பாளர்கள் : — [1225, 211, 1361, 227]
column-4 — [1114, 112, 1471, 2452]
deputy-organizers-text: துணை அமைப்பாளர்கள்: (1) அபிச்சாநாயக்கர், காசிமாத நாயக்கனூர், சின்னையம்பாளையம், கிருஷ்ணராயபுரம், குளித்தலை, கரூர். (2) அ.அருண், ஆமைரத்தம்பட்டி, சின்னையம்பாளையம், கிருஷ்ணராயபுரம், குளித்தலை, கரூர். (3) பகுணா, ஆமைரத்தம்பட்டி, ஒத்தக்கடை, சின்னையம்பாளையம், கிருஷ்ணராயபுரம், குளித்தலை, கரூர். — [416, 1590, 744, 1715]
ward-organizer-row — [416, 527, 744, 563]
branch-section — [773, 2339, 1100, 2451]
deputy-organizers-text: துணை அமைப்பாளர்கள்: (1) க.சுப்பிரமணியன், குப்பாச்சிப்பட்டி, கிருஷ்ணராயபுரம், குளித்தலை, கரூர். (2) ச.அய்யனார், குப்பாச்சிப்பட்டி, கிருஷ்ணராயபுரம், குளித்தலை, கரூர். (3) மா.பாலசுப்பிரமணியன், குப்பாச்சிப்பட்டி, கிருஷ்ணராயபுரம், குளித்தலை, கரூர். — [416, 1811, 744, 1900]
branch-title: வெள்ளையகவுண்டன்பட்டி குடியிருப்பு கிளை — [435, 193, 725, 233]
ward-number: பாகம் – 109 — [773, 1547, 842, 1561]
section-banner — [1129, 513, 1457, 540]
ward-number: பாகம் – 108 — [773, 1481, 842, 1495]
deputy-organizers-text: துணை அமைப்பாளர்கள்: (1) கா.பாலசுப்பிரமணியன், கண்ணமுத்தாம்பட்டி, ஆதிதிராவிடர் குடியிருப்பு, வீரிய பாளையம், கிருஷ்ணராயபுரம், கரூர். (2) கா.பெரியசாமி, கண்ணமுத்தாம்பட்டி, ஆதிதிராவிடர் குடியிருப்பு, வீரிய பாளையம், கிருஷ்ணராயபுரம், கரூர். (3) நாராயணசாமி, கண்ண முத்தாம்பட்டி, ஆதிதிராவிடர் குடியிருப்பு, வீரியபாளையம், கிருஷ்ணராயபுரம், கரூர். — [60, 352, 387, 477]
branch-title: ஆதனூர் கிளை — [524, 699, 636, 719]
branch-title: வெள்ளாளப்பட்டி ஆதிதிராவிடர் குடியிருப்பு கிளை — [103, 1888, 344, 1928]
ward-organizer-row — [1129, 465, 1457, 501]
ward-number: பாகம் – 117 — [1129, 400, 1198, 415]
branch-title: பஞ்சப்பட்டி அம்பேத்கர் தெரு கிளை — [1157, 551, 1429, 570]
branch-title: கொமட்டேரி கிளை — [152, 885, 295, 905]
page-number: 20 — [1427, 2244, 1457, 2275]
ward-number: பாகம் – 107 — [773, 1415, 842, 1429]
ward-organizer-name: : சிபெரியசாமி, 4/25, சுக்காம்பட்டி, பஞ்சப்பட்டி, கிருஷ்ணராயபுரம், கரூர். — [1229, 1626, 1435, 1658]
branch-title: கொமட்டேரி ஆதிதிராவிடர் குடியிருப்பு கிளை — [76, 1070, 370, 1110]
deputy-organizers-text: துணை அமைப்பாளர்கள்: (1) சிபெரியசாமி, 4/26, சுக்காம்பட்டி, பஞ்சப்பட்டி, கிருஷ்ணராயபுரம், குளித்தலை, கரூர். (2) தமதன், 4/37, சுக்காம்பட்டி, பஞ்சப்பட்டி, கிருஷ்ணராயபுரம், குளித்தலை, கரூர். (3) செ.ரவிச்சந்திரன், சுக்காம்பட்டி, பஞ்சப்பட்டி, கிருஷ்ணராயபுரம், குளித்தலை, கரூர். — [1129, 831, 1457, 938]
branch-title: சின்னக்குளத்தூர் கிளை — [852, 1914, 1021, 1933]
branch-section — [1129, 958, 1457, 1165]
branch-section — [416, 1735, 744, 1902]
deputy-organizers-text: துணை அமைப்பாளர்கள்: (1) த.மதன், சுக்காம்பட்டி தெற்கு, பஞ்சப்பட்டி, கிருஷ்ணராயபுரம், குளித்தலை, கரூர். (2) மா.கானிதாஸ், சுக்காம்பட்டி தெற்கு, பஞ்சப்பட்டி, கிருஷ்ணராயபுரம், குளித்தலை, கரூர். (3) த.முருகதாஸ், சுக்காம்பட்டி தெற்கு, பஞ்சப்பட்டி, கிருஷ்ணராயபுரம், குளித்தலை, கரூர். — [1129, 628, 1457, 734]
